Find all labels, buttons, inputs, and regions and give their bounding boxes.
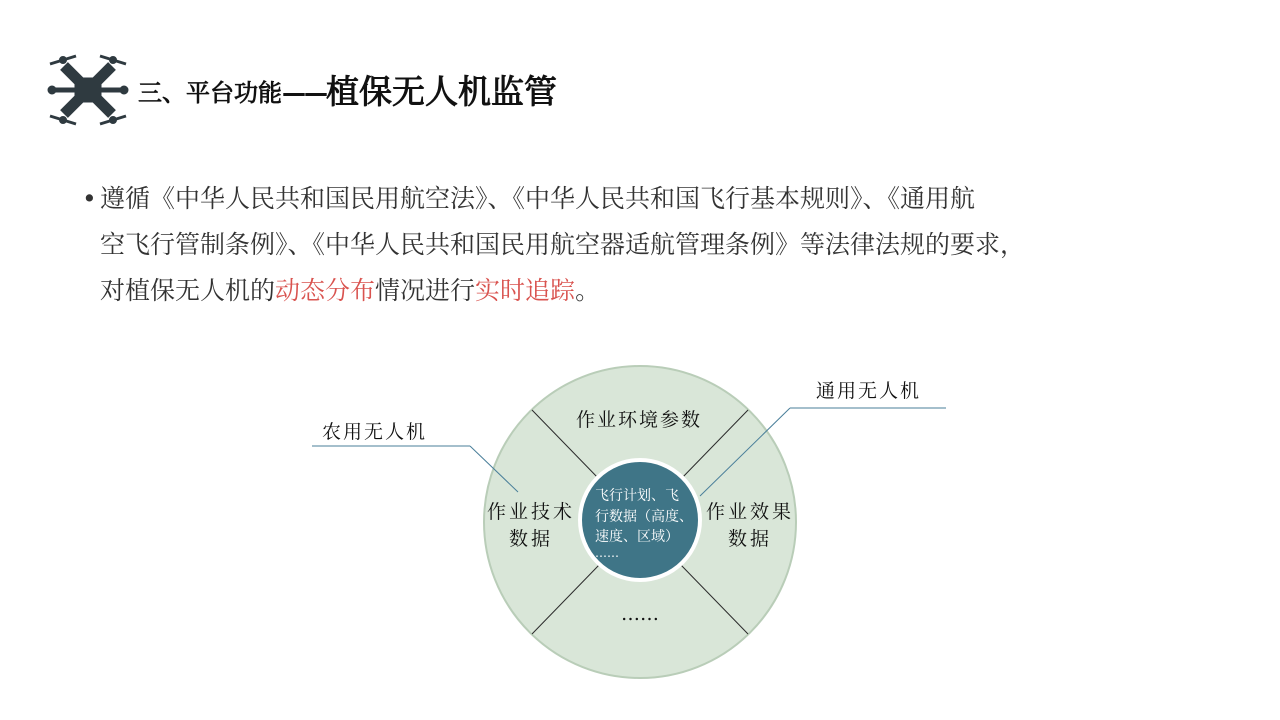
line3-text-a: 对植保无人机的 [100, 276, 276, 305]
line3-text-b: 情况进行 [375, 276, 476, 305]
title-dash: —— [282, 79, 326, 107]
highlight-dynamic-distribution: 动态分布 [275, 276, 376, 305]
center-label-3: 速度、区域） [595, 529, 679, 545]
paragraph-line-2: 空飞行管制条例》、《中华人民共和国民用航空器适航管理条例》等法律法规的要求， [100, 230, 1026, 259]
bullet-dot: • [82, 184, 97, 213]
paragraph-line-1: 遵循《中华人民共和国民用航空法》、《中华人民共和国飞行基本规则》、《通用航 [100, 184, 976, 213]
center-label-2: 行数据（高度、 [595, 509, 693, 525]
title-section: 三、平台功能 [138, 79, 282, 107]
segment-bottom-label: …… [621, 603, 659, 625]
title-topic: 植保无人机监管 [326, 72, 557, 111]
callout-right-label: 通用无人机 [816, 380, 922, 402]
center-label-4: …… [595, 546, 619, 560]
segment-right-label-2: 数据 [727, 528, 773, 550]
line3-text-c: 。 [575, 276, 601, 305]
callout-left-label: 农用无人机 [322, 421, 428, 443]
segment-left-label-1: 作业技术 [486, 501, 576, 523]
segment-left-label-2: 数据 [508, 528, 554, 550]
segment-top-label: 作业环境参数 [575, 409, 703, 431]
segment-right-label-1: 作业效果 [705, 501, 795, 523]
center-label-1: 飞行计划、飞 [595, 488, 679, 504]
highlight-realtime-tracking: 实时追踪 [475, 276, 576, 305]
